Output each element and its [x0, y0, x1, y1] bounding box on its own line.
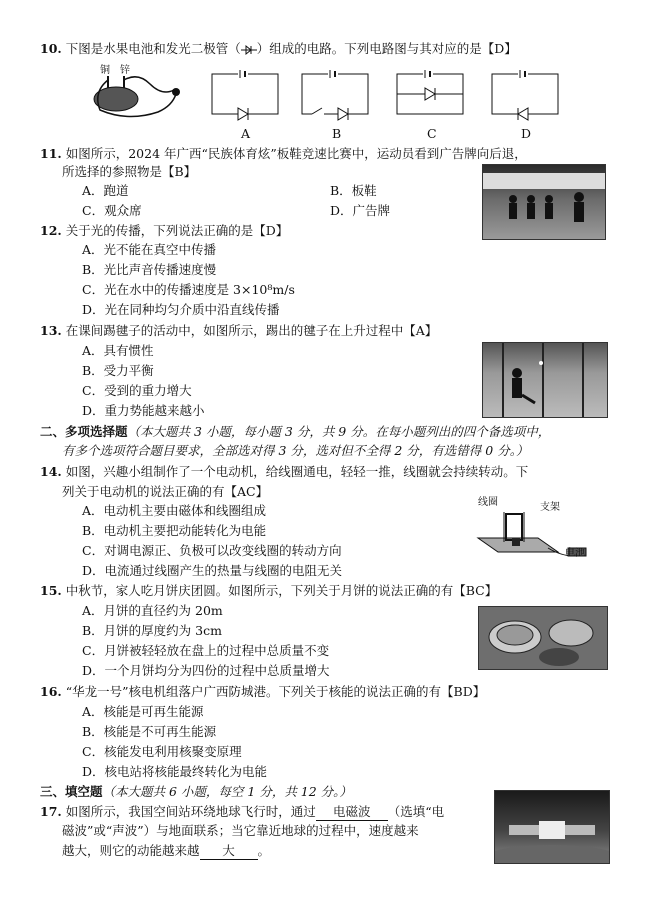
- coil-label: 线圈: [478, 497, 498, 508]
- q17-text-b: （选填“电: [387, 804, 445, 819]
- q14-number: 14.: [40, 464, 62, 479]
- q11-option-d: D．广告牌: [330, 203, 391, 218]
- q11-line2: 所选择的参照物是【B】: [62, 164, 197, 179]
- runners-icon: [483, 165, 605, 239]
- q14-line2: 列关于电动机的说法正确的有【AC】: [62, 484, 269, 499]
- q11-option-b: B．板鞋: [330, 183, 377, 198]
- q16-option-d: D．核电站将核能最终转化为电能: [82, 764, 268, 779]
- battery-label: 电池: [565, 548, 585, 559]
- q12-text: 关于光的传播，下列说法正确的是【D】: [65, 223, 289, 238]
- section-2-title: 二、多项选择题: [40, 424, 128, 439]
- circuit-c-diagram: [395, 70, 465, 122]
- q12-number: 12.: [40, 223, 62, 238]
- circuit-d-label: D: [521, 126, 532, 141]
- q16-option-b: B．核能是不可再生能源: [82, 724, 217, 739]
- q15-number: 15.: [40, 583, 62, 598]
- q17-text-c: 越大，则它的动能越来越: [62, 843, 200, 858]
- q12-option-b: B．光比声音传播速度慢: [82, 262, 217, 277]
- q16-number: 16.: [40, 684, 62, 699]
- q13-option-c: C．受到的重力增大: [82, 383, 192, 398]
- q16-line1: [40, 684, 485, 700]
- circuit-a-label: A: [241, 126, 251, 141]
- circuit-a-diagram: [210, 70, 280, 122]
- q15-option-c: C．月饼被轻轻放在盘上的过程中总质量不变: [82, 643, 330, 658]
- stand-label: 支架: [540, 502, 560, 513]
- race-photo: [482, 164, 606, 240]
- section-2-desc2: 有多个选项符合题目要求，全部选对得 3 分，选对但不全得 2 分，有选错得 0 分。）: [62, 443, 529, 458]
- q14-option-a: A．电动机主要由磁体和线圈组成: [82, 503, 267, 518]
- q14-option-c: C．对调电源正、负极可以改变线圈的转动方向: [82, 543, 342, 558]
- q11-line1: [40, 146, 527, 162]
- q16-option-c: C．核能发电利用核聚变原理: [82, 744, 242, 759]
- q12-line1: [40, 223, 288, 239]
- q17-text-a: 如图所示，我国空间站环绕地球飞行时，通过: [65, 804, 316, 819]
- q10-text2: ）组成的电路。下列电路图与其对应的是【D】: [256, 41, 517, 56]
- section-2-desc: （本大题共 3 小题，每小题 3 分，共 9 分。在每小题列出的四个备选项中，: [127, 424, 551, 439]
- q15-line1: [40, 583, 497, 599]
- q11-option-a: A．跑道: [82, 183, 129, 198]
- q14-option-b: B．电动机主要把动能转化为电能: [82, 523, 267, 538]
- section-3-title: 三、填空题: [40, 784, 103, 799]
- q14-option-d: D．电流通过线圈产生的热量与线圈的电阻无关: [82, 563, 343, 578]
- q12-option-c: C．光在水中的传播速度是 3×10⁸m/s: [82, 282, 295, 297]
- zinc-label: 锌: [120, 65, 130, 76]
- q10-number: 10.: [40, 41, 62, 56]
- q17-line3: [62, 843, 270, 860]
- q10-stem: [40, 41, 517, 57]
- section-2-header: [40, 424, 550, 440]
- q12-option-d: D．光在同种均匀介质中沿直线传播: [82, 302, 280, 317]
- space-station-photo: [494, 790, 610, 864]
- q11-option-c: C．观众席: [82, 203, 142, 218]
- copper-label: 铜: [100, 65, 110, 76]
- q11-number: 11.: [40, 146, 62, 161]
- q13-option-b: B．受力平衡: [82, 363, 154, 378]
- q16-text: “华龙一号”核电机组落户广西防城港。下列关于核能的说法正确的有【BD】: [65, 684, 486, 699]
- shuttlecock-photo: [482, 342, 608, 418]
- q14-line1: [40, 464, 528, 480]
- q15-option-a: A．月饼的直径约为 20m: [82, 603, 223, 618]
- q17-number: 17.: [40, 804, 62, 819]
- q13-option-d: D．重力势能越来越小: [82, 403, 205, 418]
- q15-option-b: B．月饼的厚度约为 3cm: [82, 623, 222, 638]
- q13-line1: [40, 323, 437, 339]
- q11-text: 如图所示，2024 年广西“民族体育炫”板鞋竞速比赛中，运动员看到广告牌向后退，: [65, 146, 527, 161]
- mooncake-icon: [479, 607, 607, 669]
- kicking-person-icon: [483, 343, 607, 417]
- circuit-c-label: C: [427, 126, 437, 141]
- section-3-desc: （本大题共 6 小题，每空 1 分，共 12 分。）: [102, 784, 352, 799]
- q12-option-a: A．光不能在真空中传播: [82, 242, 217, 257]
- q13-option-a: A．具有惯性: [82, 343, 154, 358]
- q15-text: 中秋节，家人吃月饼庆团圆。如图所示，下列关于月饼的说法正确的有【BC】: [65, 583, 498, 598]
- q16-option-a: A．核能是可再生能源: [82, 704, 204, 719]
- led-symbol-icon: [241, 44, 257, 56]
- circuit-b-diagram: [300, 70, 370, 122]
- mooncake-photo: [478, 606, 608, 670]
- q13-text: 在课间踢毽子的活动中，如图所示，踢出的毽子在上升过程中【A】: [65, 323, 438, 338]
- q17-blank-2[interactable]: 大: [200, 843, 258, 860]
- section-3-header: [40, 784, 352, 800]
- space-station-icon: [495, 791, 609, 863]
- circuit-b-label: B: [332, 126, 342, 141]
- motor-figure: [468, 498, 608, 566]
- q17-line1: [40, 804, 444, 821]
- q15-option-d: D．一个月饼均分为四份的过程中总质量增大: [82, 663, 330, 678]
- q10-text: 下图是水果电池和发光二极管（: [65, 41, 241, 56]
- q17-line2: 磁波”或“声波”）与地面联系；当它靠近地球的过程中，速度越来: [62, 823, 419, 838]
- q14-text: 如图，兴趣小组制作了一个电动机，给线圈通电，轻轻一推，线圈就会持续转动。下: [65, 464, 529, 479]
- q17-text-d: 。: [257, 843, 271, 858]
- q13-number: 13.: [40, 323, 62, 338]
- circuit-d-diagram: [490, 70, 560, 122]
- q17-blank-1[interactable]: 电磁波: [316, 804, 388, 821]
